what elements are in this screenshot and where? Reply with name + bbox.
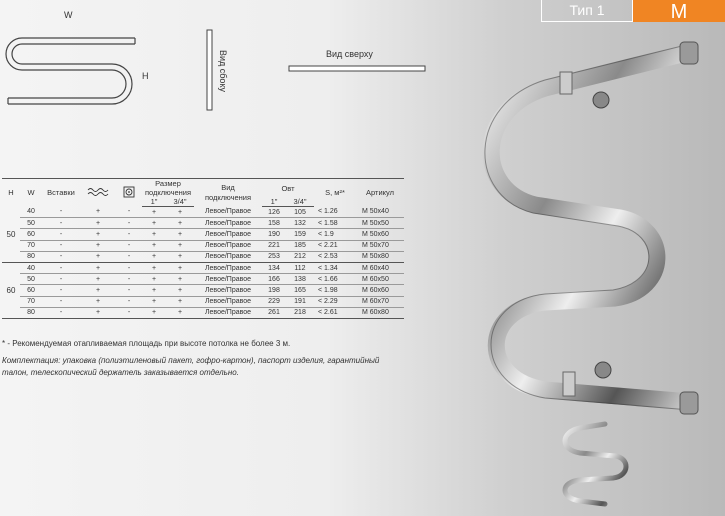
size-1in-cell: + <box>142 251 166 262</box>
size-1in-cell: + <box>142 229 166 240</box>
col-power-1in: 1" <box>262 197 286 207</box>
power-34in-cell: 138 <box>286 274 314 285</box>
article-cell: M 50x50 <box>356 218 404 229</box>
wave-cell: + <box>80 285 116 296</box>
top-view-drawing <box>287 64 427 74</box>
side-view-drawing <box>203 28 217 112</box>
size-1in-cell: + <box>142 207 166 218</box>
size-1in-cell: + <box>142 296 166 307</box>
size-34in-cell: + <box>166 218 194 229</box>
article-cell: M 50x60 <box>356 229 404 240</box>
area-cell: < 1.26 <box>314 207 356 218</box>
wave-cell: + <box>80 262 116 273</box>
wave-icon <box>80 179 116 207</box>
power-34in-cell: 191 <box>286 296 314 307</box>
circle-cell: - <box>116 207 142 218</box>
inserts-cell: - <box>42 296 80 307</box>
power-34in-cell: 165 <box>286 285 314 296</box>
view-cell: Левое/Правое <box>194 274 262 285</box>
width-cell: 80 <box>20 307 42 318</box>
size-1in-cell: + <box>142 240 166 251</box>
power-34in-cell: 112 <box>286 262 314 273</box>
wave-cell: + <box>80 207 116 218</box>
power-1in-cell: 166 <box>262 274 286 285</box>
power-1in-cell: 190 <box>262 229 286 240</box>
size-1in-cell: + <box>142 307 166 318</box>
article-cell: M 50x80 <box>356 251 404 262</box>
col-size-line2: подключения <box>144 188 192 197</box>
inserts-cell: - <box>42 218 80 229</box>
area-cell: < 1.66 <box>314 274 356 285</box>
area-cell: < 1.9 <box>314 229 356 240</box>
view-cell: Левое/Правое <box>194 262 262 273</box>
view-cell: Левое/Правое <box>194 229 262 240</box>
area-cell: < 1.98 <box>314 285 356 296</box>
circle-cell: - <box>116 251 142 262</box>
wave-cell: + <box>80 240 116 251</box>
w-dimension-label: W <box>64 10 73 20</box>
width-cell: 50 <box>20 274 42 285</box>
wave-cell: + <box>80 296 116 307</box>
table-row <box>2 307 404 318</box>
top-view-label: Вид сверху <box>326 49 373 59</box>
circle-cell: - <box>116 285 142 296</box>
size-34in-cell: + <box>166 207 194 218</box>
size-1in-cell: + <box>142 218 166 229</box>
size-34in-cell: + <box>166 240 194 251</box>
col-size-1in: 1" <box>142 197 166 207</box>
towel-rail-photo <box>455 40 725 516</box>
article-cell: M 60x80 <box>356 307 404 318</box>
col-w: W <box>20 179 42 207</box>
power-1in-cell: 253 <box>262 251 286 262</box>
col-article: Артикул <box>356 179 404 207</box>
col-size-line1: Размер <box>155 179 181 188</box>
col-inserts: Вставки <box>42 179 80 207</box>
spec-table-body <box>2 207 404 319</box>
size-34in-cell: + <box>166 251 194 262</box>
size-1in-cell: + <box>142 285 166 296</box>
article-cell: M 60x60 <box>356 285 404 296</box>
size-34in-cell: + <box>166 285 194 296</box>
power-1in-cell: 126 <box>262 207 286 218</box>
kit-note-line1: Комплектация: упаковка (полиэтиленовый пакет, гофро-картон), паспорт изделия, гарантийный <box>2 356 380 365</box>
wave-cell: + <box>80 218 116 229</box>
circle-cell: - <box>116 262 142 273</box>
power-1in-cell: 229 <box>262 296 286 307</box>
area-cell: < 2.21 <box>314 240 356 251</box>
wave-cell: + <box>80 307 116 318</box>
width-cell: 60 <box>20 229 42 240</box>
circle-cell: - <box>116 229 142 240</box>
power-34in-cell: 159 <box>286 229 314 240</box>
height-group-cell: 60 <box>2 262 20 318</box>
col-h: H <box>2 179 20 207</box>
view-cell: Левое/Правое <box>194 296 262 307</box>
h-dimension-label: H <box>142 71 149 81</box>
area-cell: < 1.58 <box>314 218 356 229</box>
size-34in-cell: + <box>166 229 194 240</box>
width-cell: 80 <box>20 251 42 262</box>
type-label: Тип 1 <box>541 0 633 22</box>
side-view-label: Вид сбоку <box>218 50 228 92</box>
col-view-line1: Вид <box>221 182 235 192</box>
power-34in-cell: 185 <box>286 240 314 251</box>
view-cell: Левое/Правое <box>194 251 262 262</box>
table-row <box>2 229 404 240</box>
article-cell: M 60x40 <box>356 262 404 273</box>
kit-note-line2: талон, телескопический держатель заказывается отдельно. <box>2 368 239 377</box>
model-letter-badge: M <box>633 0 725 22</box>
inserts-cell: - <box>42 207 80 218</box>
power-34in-cell: 132 <box>286 218 314 229</box>
table-row <box>2 207 404 218</box>
inserts-cell: - <box>42 285 80 296</box>
table-row <box>2 218 404 229</box>
article-cell: M 60x50 <box>356 274 404 285</box>
size-1in-cell: + <box>142 262 166 273</box>
inserts-cell: - <box>42 262 80 273</box>
width-cell: 40 <box>20 207 42 218</box>
circle-cell: - <box>116 240 142 251</box>
article-cell: M 50x70 <box>356 240 404 251</box>
wave-cell: + <box>80 251 116 262</box>
view-cell: Левое/Правое <box>194 307 262 318</box>
size-34in-cell: + <box>166 307 194 318</box>
inserts-cell: - <box>42 229 80 240</box>
power-34in-cell: 105 <box>286 207 314 218</box>
inserts-cell: - <box>42 274 80 285</box>
circle-cell: - <box>116 296 142 307</box>
circle-target-icon <box>116 179 142 207</box>
size-1in-cell: + <box>142 274 166 285</box>
view-cell: Левое/Правое <box>194 207 262 218</box>
article-cell: M 60x70 <box>356 296 404 307</box>
view-cell: Левое/Правое <box>194 240 262 251</box>
table-row <box>2 285 404 296</box>
area-cell: < 2.53 <box>314 251 356 262</box>
table-row <box>2 251 404 262</box>
spec-table <box>2 178 404 319</box>
front-view-drawing <box>0 28 140 120</box>
col-view-line2: подключения <box>204 192 252 202</box>
view-cell: Левое/Правое <box>194 285 262 296</box>
width-cell: 70 <box>20 296 42 307</box>
circle-cell: - <box>116 274 142 285</box>
width-cell: 60 <box>20 285 42 296</box>
col-power: Овт <box>262 179 314 198</box>
inserts-cell: - <box>42 240 80 251</box>
size-34in-cell: + <box>166 296 194 307</box>
width-cell: 50 <box>20 218 42 229</box>
area-cell: < 2.29 <box>314 296 356 307</box>
area-cell: < 2.61 <box>314 307 356 318</box>
col-size-34in: 3/4" <box>166 197 194 207</box>
size-34in-cell: + <box>166 274 194 285</box>
power-1in-cell: 221 <box>262 240 286 251</box>
power-34in-cell: 218 <box>286 307 314 318</box>
inserts-cell: - <box>42 251 80 262</box>
table-row <box>2 296 404 307</box>
height-group-cell: 50 <box>2 207 20 263</box>
power-34in-cell: 212 <box>286 251 314 262</box>
view-cell: Левое/Правое <box>194 218 262 229</box>
power-1in-cell: 261 <box>262 307 286 318</box>
area-cell: < 1.34 <box>314 262 356 273</box>
width-cell: 70 <box>20 240 42 251</box>
table-row <box>2 262 404 273</box>
size-34in-cell: + <box>166 262 194 273</box>
table-row <box>2 274 404 285</box>
width-cell: 40 <box>20 262 42 273</box>
inserts-cell: - <box>42 307 80 318</box>
footnote: * - Рекомендуемая отапливаемая площадь при высоте потолка не более 3 м. <box>2 339 291 348</box>
circle-cell: - <box>116 218 142 229</box>
power-1in-cell: 158 <box>262 218 286 229</box>
power-1in-cell: 134 <box>262 262 286 273</box>
power-1in-cell: 198 <box>262 285 286 296</box>
wave-cell: + <box>80 274 116 285</box>
wave-cell: + <box>80 229 116 240</box>
col-area: S, м²* <box>314 179 356 207</box>
col-power-34in: 3/4" <box>286 197 314 207</box>
article-cell: M 50x40 <box>356 207 404 218</box>
circle-cell: - <box>116 307 142 318</box>
table-row <box>2 240 404 251</box>
